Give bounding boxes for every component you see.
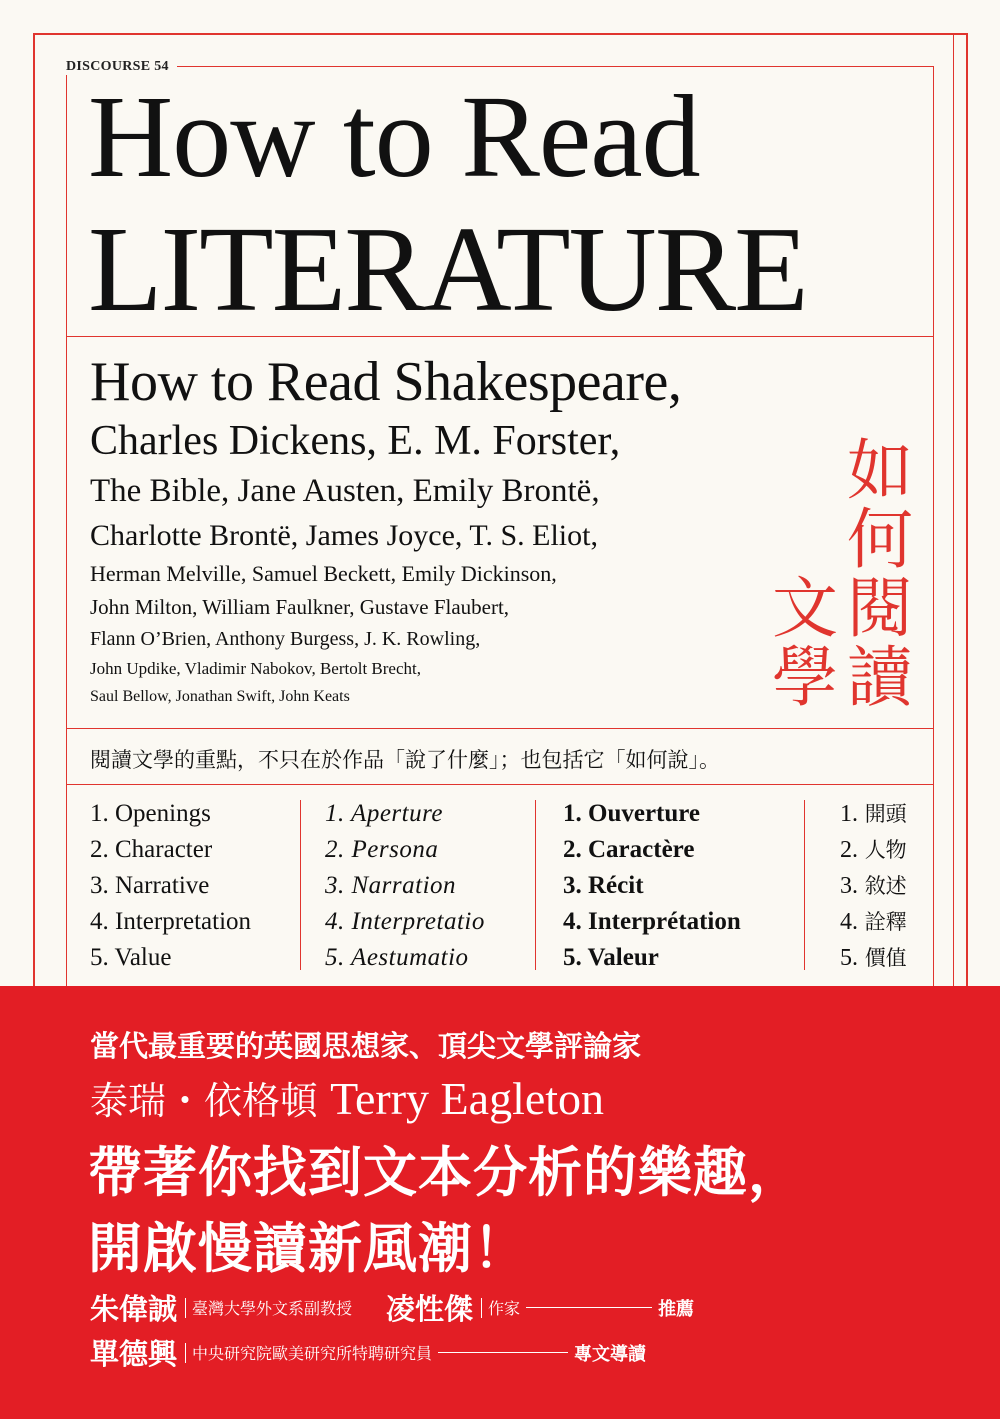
chapters-french bbox=[563, 796, 741, 976]
chinese-title-char: 學 bbox=[772, 639, 838, 716]
tagline-divider-top bbox=[66, 728, 934, 729]
chapter-item: 3. 敘述 bbox=[840, 873, 907, 899]
series-label: DISCOURSE 54 bbox=[66, 59, 177, 75]
separator-bar bbox=[185, 1343, 186, 1363]
chapter-item: 5. Aestumatio bbox=[325, 944, 469, 971]
author-name-en: Terry Eagleton bbox=[330, 1073, 605, 1124]
chapter-item: 4. 詮釋 bbox=[840, 909, 907, 935]
frame-side-line bbox=[953, 33, 954, 1033]
author-name-zh: 泰瑞・依格頓 bbox=[90, 1079, 319, 1123]
author-line: Herman Melville, Samuel Beckett, Emily Dickinson, bbox=[90, 561, 557, 586]
chapter-item: 3. Récit bbox=[563, 872, 644, 899]
chinese-title-char: 閱 bbox=[847, 570, 913, 647]
author-line: John Updike, Vladimir Nabokov, Bertolt Brecht, bbox=[90, 659, 421, 678]
chinese-title-left-column bbox=[769, 570, 841, 716]
chapter-item: 5. Value bbox=[90, 944, 172, 971]
chapter-item: 1. Ouverture bbox=[563, 800, 701, 827]
chinese-title-char: 如 bbox=[847, 432, 913, 509]
recommender-name: 單德興 bbox=[90, 1337, 178, 1371]
leader-line bbox=[438, 1352, 568, 1353]
recommender-name: 朱偉誠 bbox=[90, 1292, 178, 1326]
author-credit bbox=[90, 1070, 604, 1125]
title-line-2: LITERATURE bbox=[88, 202, 807, 337]
author-line: Saul Bellow, Jonathan Swift, John Keats bbox=[90, 688, 350, 705]
author-line: Flann O’Brien, Anthony Burgess, J. K. Rowling, bbox=[90, 628, 481, 650]
chapter-item: 3. Narrative bbox=[90, 872, 210, 899]
chapter-item: 4. Interprétation bbox=[563, 908, 741, 935]
chapter-item: 2. 人物 bbox=[840, 837, 907, 863]
author-line: Charles Dickens, E. M. Forster, bbox=[90, 418, 621, 464]
chapter-item: 3. Narration bbox=[325, 872, 457, 899]
recommender-role: 中央研究院歐美研究所特聘研究員 bbox=[192, 1344, 433, 1363]
recommender-row-2 bbox=[90, 1332, 646, 1373]
recommender-role: 作家 bbox=[488, 1299, 521, 1318]
recommender-row-1 bbox=[90, 1287, 694, 1328]
column-divider bbox=[300, 800, 301, 970]
separator-bar bbox=[481, 1298, 482, 1318]
leader-line bbox=[526, 1307, 652, 1308]
tagline-divider-bottom bbox=[66, 784, 934, 785]
title-divider bbox=[66, 336, 934, 337]
separator-bar bbox=[185, 1298, 186, 1318]
chapter-item: 1. 開頭 bbox=[840, 801, 907, 827]
chapter-item: 4. Interpretatio bbox=[325, 908, 485, 935]
foreword-label: 專文導讀 bbox=[574, 1343, 647, 1365]
recommend-label: 推薦 bbox=[658, 1298, 695, 1320]
chinese-title-char: 何 bbox=[847, 501, 913, 578]
chapter-item: 2. Character bbox=[90, 836, 213, 863]
recommender-name: 凌性傑 bbox=[386, 1292, 474, 1326]
chapters-latin bbox=[325, 796, 485, 976]
chapters-english bbox=[90, 796, 251, 976]
chapter-item: 2. Caractère bbox=[563, 836, 695, 863]
headline-line-1: 帶著你找到文本分析的樂趣， bbox=[88, 1140, 803, 1204]
chinese-title-char: 讀 bbox=[847, 639, 913, 716]
title-line-1: How to Read bbox=[88, 71, 700, 202]
recommender-role: 臺灣大學外文系副教授 bbox=[192, 1299, 353, 1318]
chapter-item: 1. Aperture bbox=[325, 800, 443, 827]
author-list bbox=[90, 350, 681, 711]
column-divider bbox=[535, 800, 536, 970]
headline-line-2: 開啟慢讀新風潮！ bbox=[88, 1216, 528, 1280]
chapter-item: 5. 價值 bbox=[840, 945, 907, 971]
chapter-item: 1. Openings bbox=[90, 800, 211, 827]
author-line: Charlotte Brontë, James Joyce, T. S. Eliot, bbox=[90, 519, 598, 552]
author-line: John Milton, William Faulkner, Gustave Flaubert, bbox=[90, 595, 510, 619]
chapters-chinese bbox=[840, 796, 907, 976]
chapter-item: 4. Interpretation bbox=[90, 908, 252, 935]
author-line: The Bible, Jane Austen, Emily Brontë, bbox=[90, 473, 600, 509]
chapter-item: 2. Persona bbox=[325, 836, 439, 863]
author-line: How to Read Shakespeare, bbox=[90, 351, 682, 413]
promo-subtitle: 當代最重要的英國思想家、頂尖文學評論家 bbox=[90, 1029, 642, 1063]
tagline: 閱讀文學的重點，不只在於作品「說了什麼」；也包括它「如何說」。 bbox=[90, 748, 720, 772]
chinese-title-char: 文 bbox=[772, 570, 838, 647]
column-divider bbox=[804, 800, 805, 970]
chapter-item: 5. Valeur bbox=[563, 944, 659, 971]
chinese-title-right-column bbox=[844, 432, 916, 716]
